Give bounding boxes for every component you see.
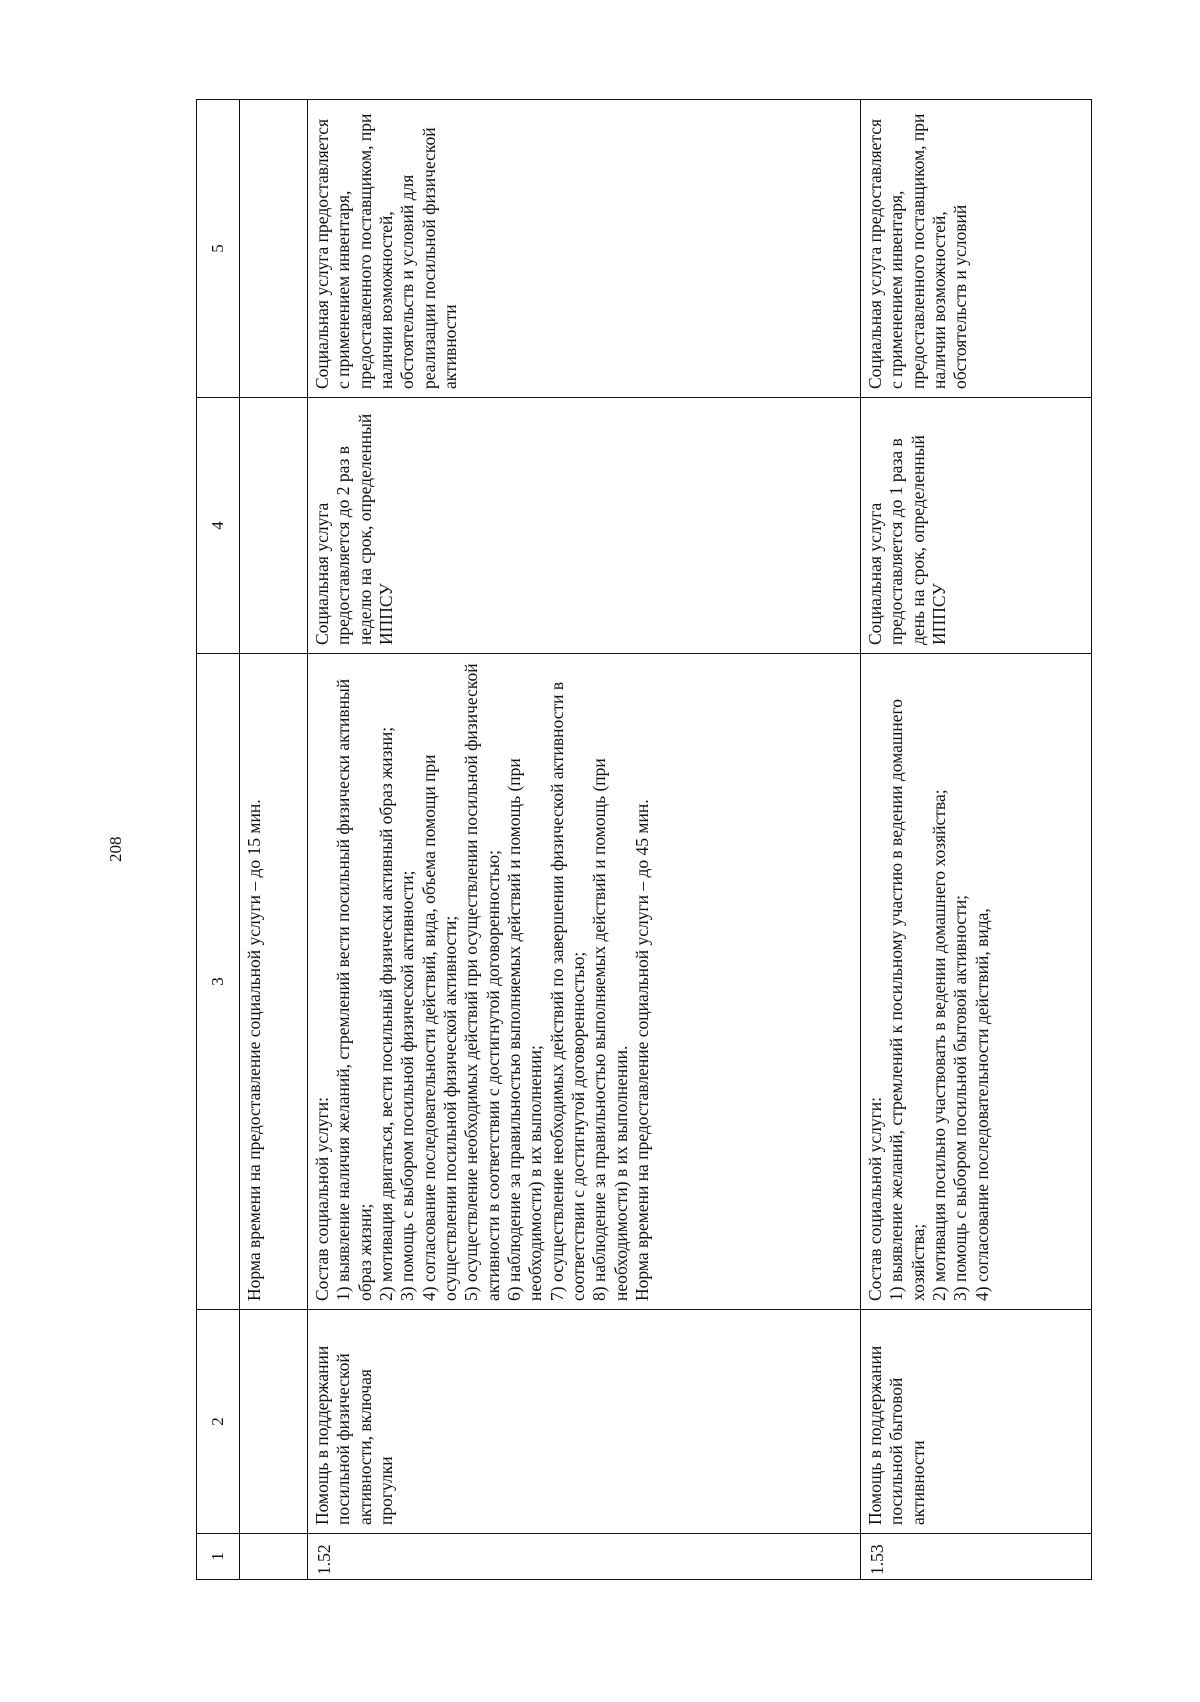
composition-line: 3) помощь с выбором посильной физической активности;	[397, 870, 418, 1301]
service-composition	[861, 654, 1092, 1310]
composition-line: 2) мотивация двигаться, вести посильный физически активный образ жизни;	[376, 726, 397, 1301]
norm-cell-1	[240, 1534, 308, 1580]
composition-line: 1) выявление желаний, стремлений к посильному участию в ведении домашнего хозяйства;	[886, 698, 928, 1301]
service-name: Помощь в поддержании посильной бытовой активности	[861, 1310, 1092, 1534]
header-cell-5: 5	[197, 100, 240, 398]
composition-line: 5) осуществление необходимых действий при осуществлении посильной физической активности в соответствии с достигнутой договоренностью;	[461, 663, 503, 1301]
header-cell-4: 4	[197, 398, 240, 654]
service-conditions: Социальная услуга предоставляется с применением инвентаря, предоставленного поставщиком, при наличии возможностей, обстоятельств и условий для реализации посильной физической активности	[308, 100, 861, 398]
composition-line: 1) выявление наличия желаний, стремлений вести посильный физически активный образ жизни;	[333, 678, 375, 1301]
composition-line: 7) осуществление необходимых действий по завершении физической активности в соответствии с достигнутой договоренностью;	[546, 681, 589, 1301]
table-row	[308, 100, 861, 1580]
composition-line: 4) согласование последовательности действий, вида, объема помощи при осуществлении посильной физической активности;	[418, 754, 461, 1301]
page-number: 208	[106, 836, 125, 862]
service-frequency: Социальная услуга предоставляется до 1 раза в день на срок, определенный ИППСУ	[861, 398, 1092, 654]
composition-line: Состав социальной услуги:	[865, 1096, 885, 1301]
service-frequency: Социальная услуга предоставляется до 2 раз в неделю на срок, определенный ИППСУ	[308, 398, 861, 654]
composition-line: 2) мотивация посильно участвовать в ведении домашнего хозяйства;	[929, 789, 950, 1301]
header-row	[197, 100, 240, 1580]
composition-line: 6) наблюдение за правильностью выполняемых действий и помощь (при необходимости) в их выполнении;	[504, 758, 546, 1301]
service-name: Помощь в поддержании посильной физической активности, включая прогулки	[308, 1310, 861, 1534]
norm-time-text: Норма времени на предоставление социальной услуги – до 15 мин.	[240, 654, 308, 1310]
header-cell-3: 3	[197, 654, 240, 1310]
table-row	[861, 100, 1092, 1580]
service-conditions: Социальная услуга предоставляется с применением инвентаря, предоставленного поставщиком, при наличии возможностей, обстоятельств и условий	[861, 100, 1092, 398]
header-cell-2: 2	[197, 1310, 240, 1534]
norm-cell-2	[240, 1310, 308, 1534]
rotated-table-wrapper	[196, 100, 1086, 1580]
service-code: 1.52	[308, 1534, 861, 1580]
norm-row	[240, 100, 308, 1580]
service-composition	[308, 654, 861, 1310]
composition-line: 4) согласование последовательности действий, вида,	[971, 908, 992, 1301]
composition-line: 8) наблюдение за правильностью выполняемых действий и помощь (при необходимости) в их выполнении.	[589, 758, 631, 1301]
norm-cell-4	[240, 398, 308, 654]
composition-line: Состав социальной услуги:	[312, 1096, 332, 1301]
norm-cell-5	[240, 100, 308, 398]
header-cell-1: 1	[197, 1534, 240, 1580]
services-table	[196, 99, 1092, 1580]
composition-line: 3) помощь с выбором посильной бытовой активности;	[950, 894, 971, 1301]
composition-line: Норма времени на предоставление социальной услуги – до 45 мин.	[632, 799, 653, 1301]
service-code: 1.53	[861, 1534, 1092, 1580]
